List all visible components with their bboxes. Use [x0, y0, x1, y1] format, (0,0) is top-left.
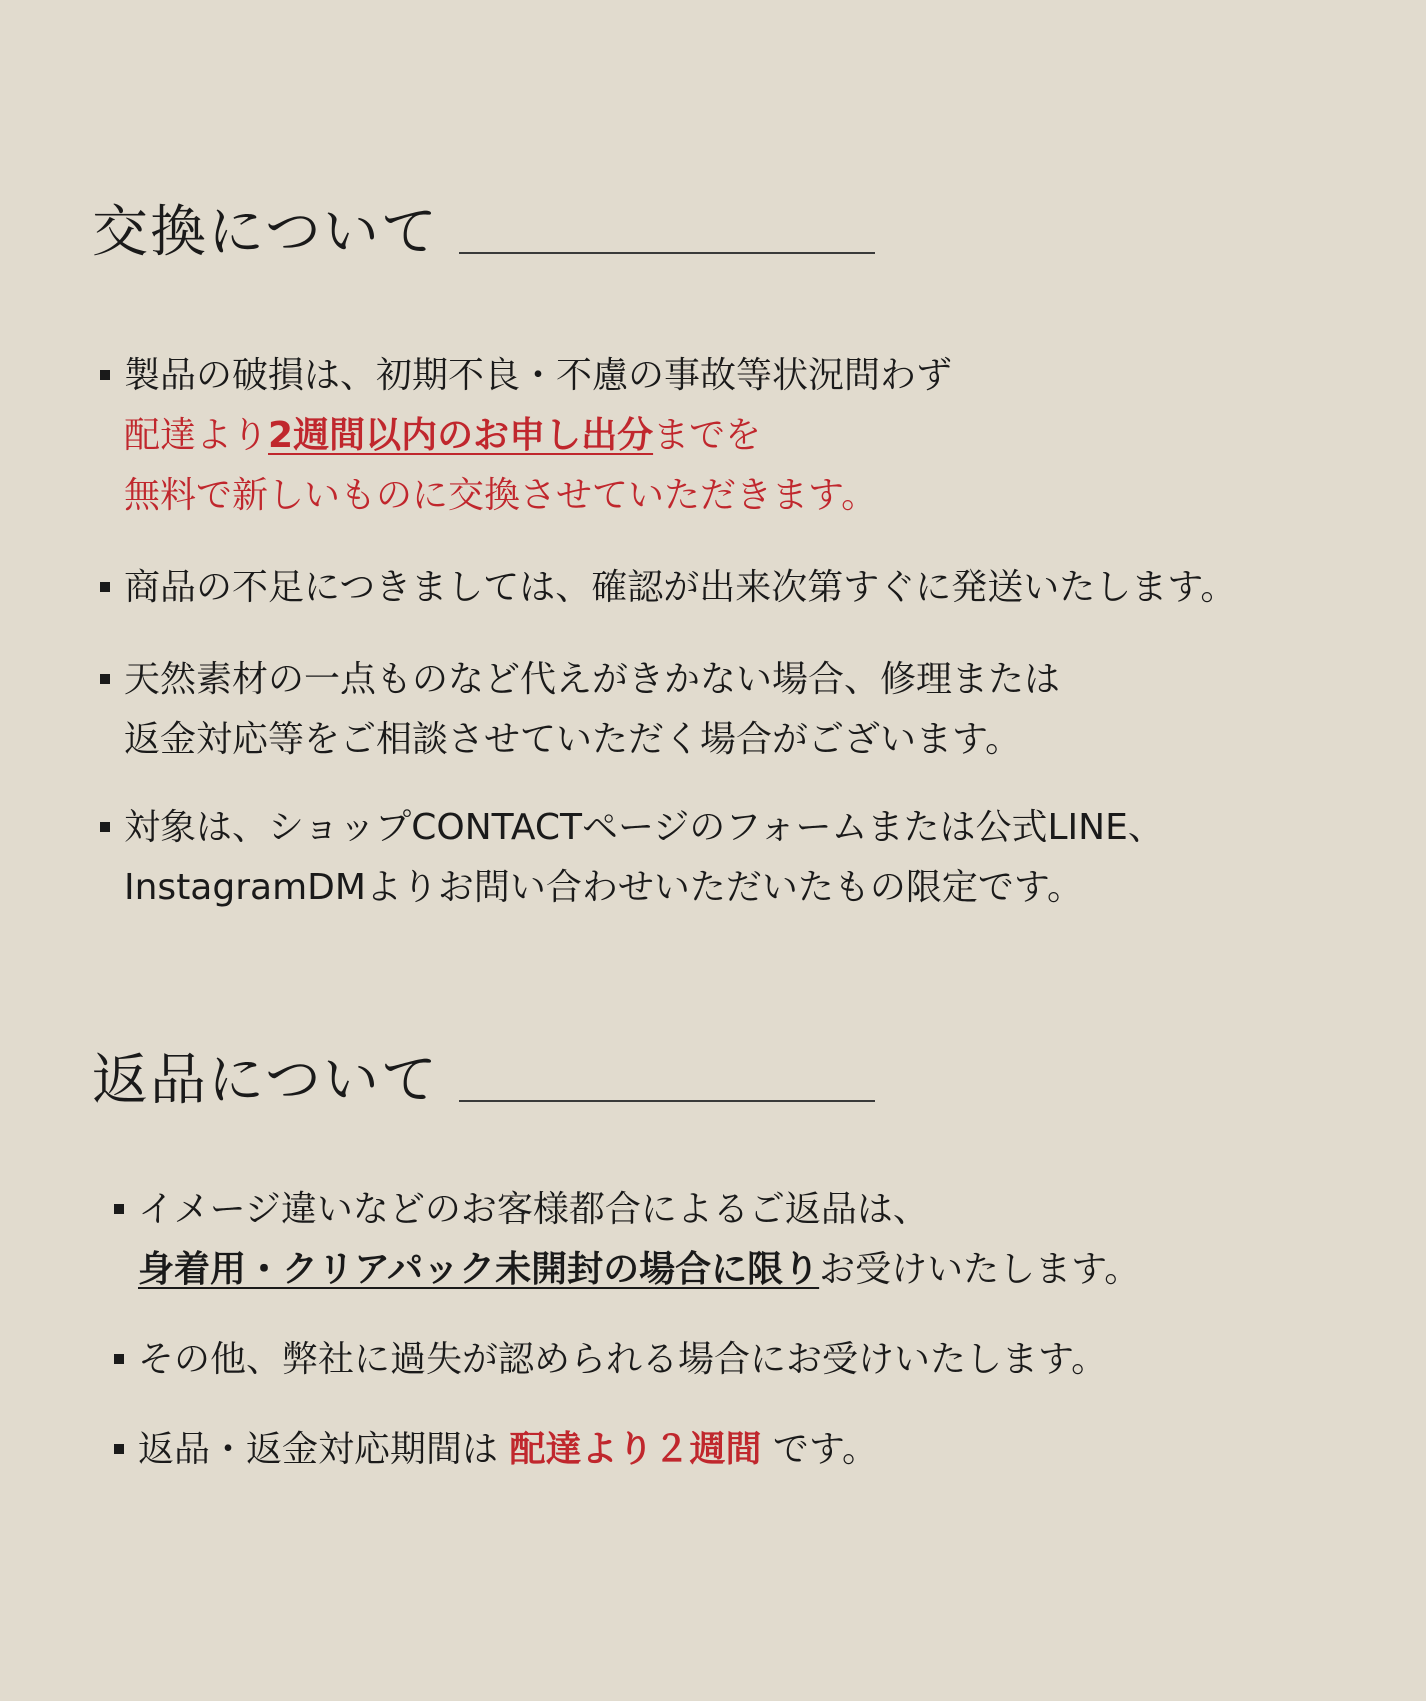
- bullet-icon: [114, 1354, 124, 1364]
- returns-item-fault: [138, 1330, 1107, 1390]
- returns-item-period: [138, 1420, 878, 1480]
- bullet-icon: [100, 582, 110, 592]
- item-text: お受けいたします。: [819, 1249, 1141, 1290]
- item-line: [124, 406, 952, 466]
- item-line: その他、弊社に過失が認められる場合にお受けいたします。: [138, 1339, 1108, 1380]
- item-line: [138, 1240, 1140, 1300]
- emphasis-text: 配達より２週間: [509, 1429, 762, 1470]
- returns-item-customer: [138, 1180, 1140, 1300]
- item-line: 無料で新しいものに交換させていただきます。: [124, 475, 878, 516]
- item-line: 商品の不足につきましては、確認が出来次第すぐに発送いたします。: [124, 567, 1237, 608]
- item-line: 返金対応等をご相談させていただく場合がございます。: [124, 719, 1022, 760]
- emphasis-text: 身着用・クリアパック未開封の場合に限り: [138, 1249, 820, 1290]
- item-line: 製品の破損は、初期不良・不慮の事故等状況問わず: [124, 355, 953, 396]
- item-text: までを: [653, 415, 762, 456]
- item-line: 対象は、ショップCONTACTページのフォームまたは公式LINE、: [124, 807, 1164, 848]
- exchange-item-damage: [124, 346, 952, 526]
- returns-header: [92, 1046, 875, 1116]
- exchange-item-shortage: [124, 558, 1236, 618]
- exchange-title-rule: [459, 252, 875, 254]
- exchange-header: [92, 198, 875, 268]
- item-text: 配達より: [124, 415, 269, 456]
- bullet-icon: [100, 674, 110, 684]
- returns-title-rule: [459, 1100, 875, 1102]
- item-line: イメージ違いなどのお客様都合によるご返品は、: [138, 1189, 929, 1230]
- bullet-icon: [114, 1444, 124, 1454]
- exchange-item-contact: [124, 798, 1164, 918]
- item-text: です。: [761, 1429, 879, 1470]
- bullet-icon: [100, 370, 110, 380]
- bullet-icon: [100, 822, 110, 832]
- item-line: 天然素材の一点ものなど代えがきかない場合、修理または: [124, 659, 1061, 700]
- item-line: InstagramDMよりお問い合わせいただいたもの限定です。: [124, 867, 1084, 908]
- item-text: 返品・返金対応期間は: [138, 1429, 510, 1470]
- returns-title: 返品について: [92, 1048, 439, 1113]
- item-line: [138, 1420, 878, 1480]
- bullet-icon: [114, 1204, 124, 1214]
- exchange-item-natural: [124, 650, 1060, 770]
- exchange-title: 交換について: [92, 200, 439, 265]
- emphasis-text: 2週間以内のお申し出分: [268, 415, 654, 456]
